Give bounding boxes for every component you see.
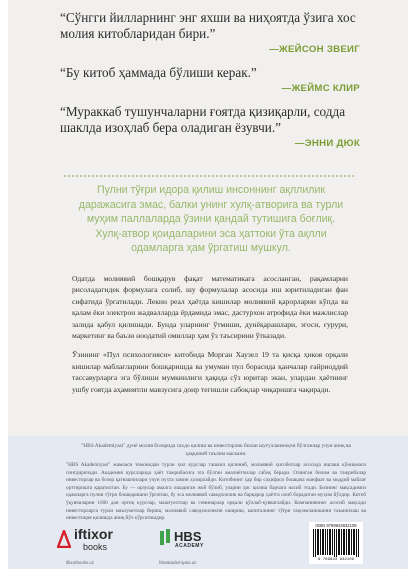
- iftixor-emblem-icon: [57, 530, 71, 548]
- isbn: ISBN 9789943832109: [315, 523, 357, 528]
- quote-author: —ЖЕЙСОН ЗВЕИГ: [269, 44, 360, 55]
- hbs-sub: ACADEMY: [175, 543, 204, 549]
- quote: [60, 65, 360, 94]
- barcode: [309, 522, 363, 564]
- academy-description: "HBS Akademiyasi" жамоаси томонидан турли ҳил курслар ташкил қилиниб, молиявий ҳисоботлар асосида ишлаш кўникмаси сингдирилади. Академия курсларида ҳаёт тажрибасига эга бўлган амалиётчилар сабоқ беради. Олинган билим ва тажрибалар инвесторлар ва бозор қатнашчилари учун пухта замин ҳозирлайди. Китобнинг ҳар бир саҳифаси бошқача манфаат ва моддий маблағ орттиришга қаратилган. Бу — орзулар амалга ошадиган жой бўлиб, уларни ҳис қилиш барчага насиб этади. Бизнинг мақсадимиз одамларга пулни тўғри бошқаришни ўргатиш, бу эса молиявий саводхонлик ва барқарор ҳаётга олиб борадиган муҳим йўлдир. Китоб ўқувчиларни 1600 дан ортиқ курслар, машғулотлар ва семинарлар орқали қўллаб-қувватлайди. Компаниянинг асосий мақсади инвесторларга турли маълумотлар бериш, молиявий саводхонликни ошириш, капиталнинг тўғри тақсимланишини таъминлаш ва инвестиция қилишда аниқ йўл кўрсатишдир.: [66, 462, 366, 522]
- quote-text: “Сўнгги йилларнинг энг яхши ва ниҳоятда ўзига хос молия китобларидан бири.”: [60, 10, 356, 41]
- quotes-section: [60, 10, 360, 159]
- hbs-emblem-icon: [160, 529, 172, 547]
- hbs-url: hbsakademiyasi.uz: [159, 560, 197, 565]
- quote-text: “Мураккаб тушунчаларни ғоятда қизиқарли, содда шаклда изоҳлаб бера оладиган ёзувчи.”: [60, 104, 346, 135]
- publisher-panel: [8, 436, 408, 569]
- iftixor-url: iftixorbooks.uz: [66, 560, 95, 565]
- quote: [60, 10, 360, 55]
- quote-text: “Бу китоб ҳаммада бўлиши керак.”: [60, 65, 257, 80]
- barcode-bars-icon: [313, 529, 359, 557]
- quote-author: —ЖЕЙМС КЛИР: [281, 83, 360, 94]
- description-paragraph: Одатда молиявий бошқарув фақат математикага асосланган, рақамларни рисоладагидек формулага солиб, шу формулалар асосида иш юритиладиган фан сифатида ўргатилади. Лекин реал ҳаётда кишилар молиявий қарорларни кўпда ва қалам ёки электрон жадвалларда ёрдамида эмас, дастурхон атрофида ёки мажлислар залида қабул қилишади. Бунда уларнинг ўтмиши, дунёқарашлари, эгоси, ғурури, маркетинг ва баъзи ноодатий омиллар ҳам ўз таъсирини ўтказади.: [72, 274, 348, 341]
- dotted-divider: [64, 175, 354, 177]
- description-text: [72, 273, 348, 403]
- hbs-name: HBS: [174, 529, 202, 544]
- iftixor-sub: books: [83, 542, 108, 552]
- iftixor-name: iftixor: [74, 526, 113, 542]
- lead-paragraph: Пулни тўғри идора қилиш инсоннинг ақллилик даражасига эмас, балки унинг хулқ-атворига ва турли муҳим паллаларда ўзини қандай тутишига боғлиқ. Хулқ-атвор қоидаларини эса ҳаттоки ўта ақлли одамларга ҳам ўргатиш мушкул.: [78, 184, 344, 254]
- academy-intro: "HBS Akademiyasi" дунё молия бозорида сахдо қилиш ва инвесторлик билан шуғулланмоқчи бўлганлар учун аниқ ва ҳаққоний таълим маскани.: [81, 443, 351, 458]
- quote: [60, 104, 360, 149]
- barcode-number: 9 789943 832109: [317, 558, 354, 562]
- quote-author: —ЭННИ ДЮК: [294, 138, 360, 149]
- description-paragraph: Ўзининг «Пул психологияси» китобида Морган Хаузел 19 та қисқа ҳикоя орқали кишилар маблағларини бошқаришда ва умуман пул борасида қанчалар ғайриоддий тассавурларга эга бўлиши мумкинлиги ҳақида сўз юритар экан, улардан ҳаётнинг ушбу ғоятда аҳамиятли мавзусига доир тегишли сабоқлар чиқаришга чақиради.: [72, 350, 348, 394]
